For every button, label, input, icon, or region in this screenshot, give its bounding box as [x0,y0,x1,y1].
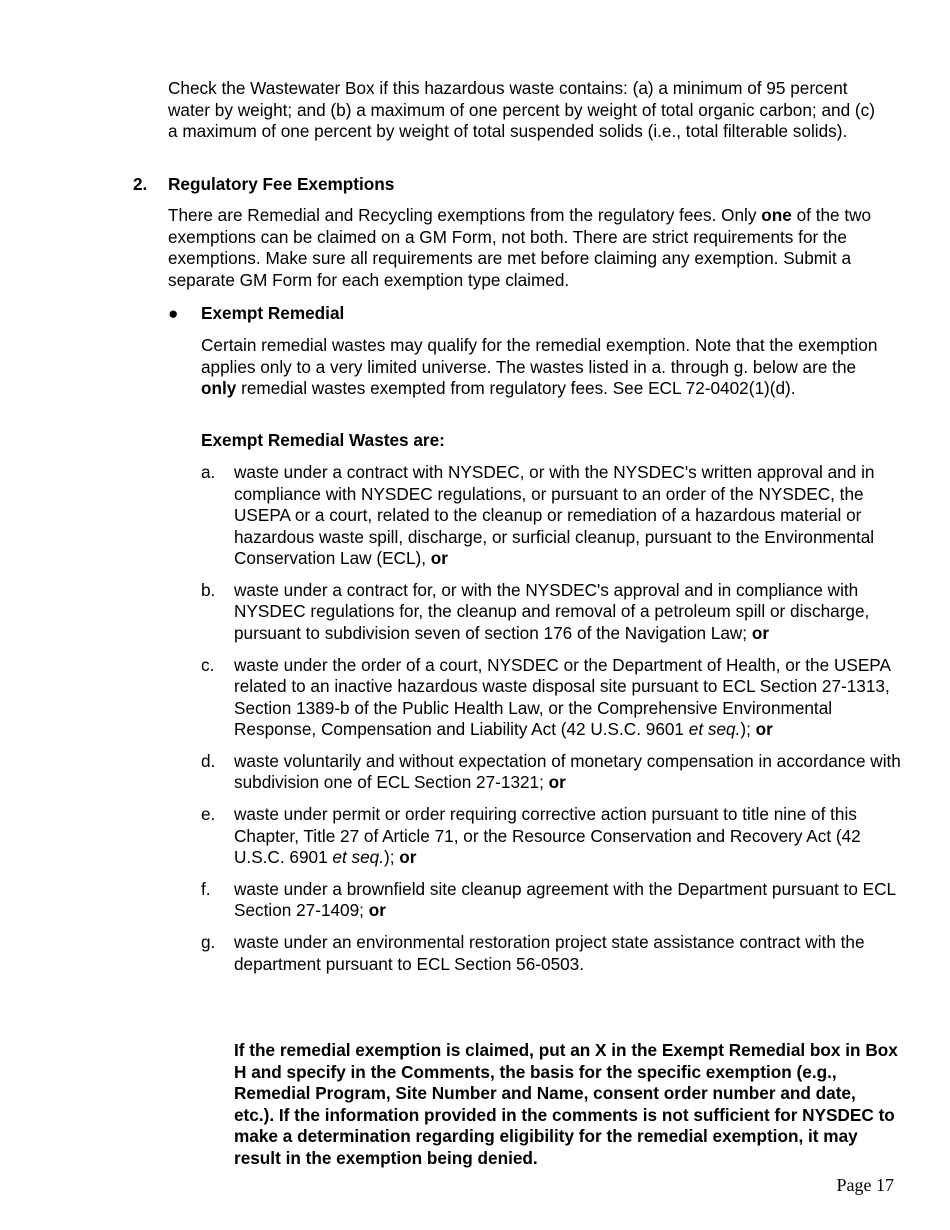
wastewater-paragraph: Check the Wastewater Box if this hazardous waste contains: (a) a minimum of 95 percent water by weight; and (b) a maximum of one percent by weight of total organic carbon; and (c) a maximum of one percent by weight of total suspended solids (i.e., total filterable solids). [168,78,875,141]
item-letter: g. [201,932,216,953]
remedial-text-start: Certain remedial wastes may qualify for the remedial exemption. Note that the exemption applies only to a very limited universe. The wastes listed in a. through g. below are the [201,335,878,377]
item-text-main: waste under a brownfield site cleanup agreement with the Department pursuant to ECL Section 27-1409; [234,878,896,921]
item-text-main: waste under the order of a court, NYSDEC or the Department of Health, or the USEPA related to an inactive hazardous waste disposal site pursuant to ECL Section 27-1313, Section 1389-b of the Public Health Law, or the Comprehensive Environmental Response, Compensation and Liability Act (42 U.S.C. 9601 [234,654,890,740]
item-text-main: waste under an environmental restoration project state assistance contract with the department pursuant to ECL Section 56-0503. [234,932,865,974]
remedial-claim-instructions: If the remedial exemption is claimed, put an X in the Exempt Remedial box in Box H and specify in the Comments, the basis for the specific exemption (e.g., Remedial Program, Site Number and Name, consent order number and date, etc.). If the information provided in the comments is not sufficient for NYSDEC to make a determination regarding eligibility for the remedial exemption, it may result in the exemption being denied. [234,1040,898,1168]
exempt-wastes-list [201,462,901,986]
item-text-after-italic: ); [384,847,400,868]
remedial-paragraph [201,335,896,400]
item-text [234,462,901,570]
list-item [201,804,901,869]
intro-text-end: of the two exemptions can be claimed on a GM Form, not both. There are strict requirements for the exemptions. Make sure all requirements are met before claiming any exemption. Submit a separate GM Form for each exemption type claimed. [168,205,872,290]
intro-text-start: There are Remedial and Recycling exemptions from the regulatory fees. Only [168,205,762,225]
item-text [234,879,901,922]
item-letter: d. [201,750,216,771]
item-text [234,932,901,975]
item-text-bold: or [751,622,770,643]
section-title: Regulatory Fee Exemptions [168,174,395,194]
item-text-after-italic: ); [740,719,756,740]
list-item [201,932,901,975]
item-text-bold: or [399,847,417,868]
remedial-bold-only: only [201,378,237,398]
item-letter: a. [201,462,216,482]
item-text [234,804,901,869]
item-text [234,751,901,794]
list-heading: Exempt Remedial Wastes are: [201,430,445,450]
item-text-main: waste under a contract with NYSDEC, or with the NYSDEC's written approval and in compliance with NYSDEC regulations, or pursuant to an order of the NYSDEC, the USEPA or a court, related to the cleanup or remediation of a hazardous material or hazardous waste spill, discharge, or surficial cleanup, pursuant to the Environmental Conservation Law (ECL), [234,462,875,568]
item-text-bold: or [548,772,566,793]
item-text-main: waste under permit or order requiring corrective action pursuant to title nine of this Chapter, Title 27 of Article 71, or the Resource Conservation and Recovery Act (42 U.S.C. 6901 [234,804,861,868]
remedial-text-end: remedial wastes exempted from regulatory fees. See ECL 72-0402(1)(d). [236,378,796,398]
intro-bold-one: one [761,205,792,225]
item-text-bold: or [755,719,773,740]
list-item [201,751,901,794]
bullet-heading [168,303,888,325]
bullet-title: Exempt Remedial [201,303,345,323]
item-text [234,580,901,645]
list-item [201,462,901,570]
item-text-main: waste voluntarily and without expectation of monetary compensation in accordance with subdivision one of ECL Section 27-1321; [234,750,901,793]
section-intro-paragraph [168,205,888,291]
item-text-main: waste under a contract for, or with the NYSDEC's approval and in compliance with NYSDEC regulations for, the cleanup and removal of a petroleum spill or discharge, pursuant to subdivision seven of section 176 of the Navigation Law; [234,579,870,643]
item-text-italic: et seq. [688,719,741,740]
item-letter: e. [201,804,216,825]
list-item [201,655,901,741]
list-item [201,879,901,922]
item-letter: c. [201,654,215,675]
bullet-icon: ● [168,303,179,323]
item-text-bold: or [368,900,386,921]
list-item [201,580,901,645]
item-text-bold: or [430,548,448,568]
item-text [234,655,901,741]
page-number: Page 17 [836,1175,894,1195]
section-heading [133,174,893,196]
item-letter: f. [201,878,211,899]
item-letter: b. [201,579,216,600]
item-text-italic: et seq. [332,847,385,868]
section-number: 2. [133,174,148,194]
